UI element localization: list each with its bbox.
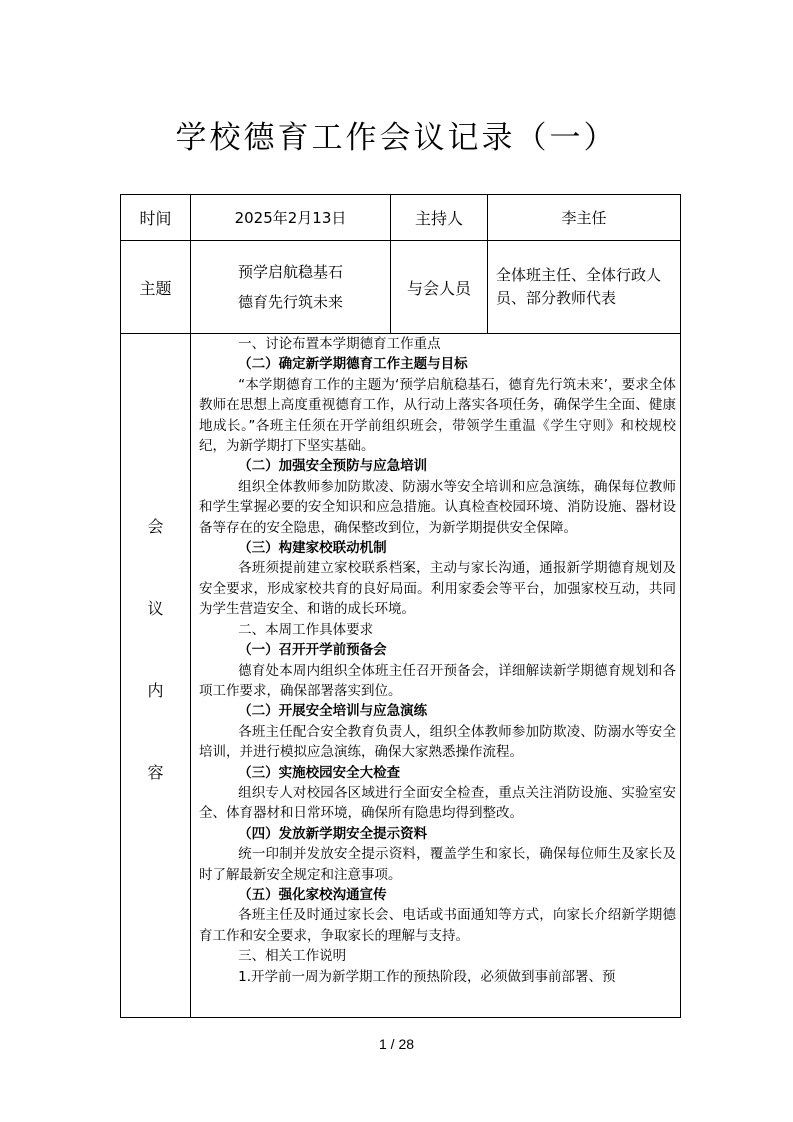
subsection-heading: （二）开展安全培训与应急演练 (238, 703, 428, 720)
content-label (121, 334, 191, 1018)
page-number: 1 / 28 (378, 1036, 415, 1052)
content-label-char: 容 (147, 762, 164, 782)
paragraph: 1.开学前一周为新学期工作的预热阶段，必须做到事前部署、预 (238, 968, 616, 985)
document-title: 学校德育工作会议记录（一） (175, 120, 618, 156)
subsection-heading: （三）构建家校联动机制 (238, 540, 387, 557)
subsection-heading: （一）召开开学前预备会 (238, 642, 387, 659)
meeting-content (191, 334, 681, 1018)
host-label: 主持人 (391, 195, 488, 241)
paragraph: 德育处本周内组织全体班主任召开预备会，详细解读新学期德育规划和各项工作要求，确保部署落实到位。 (199, 662, 676, 699)
theme-line-2: 德育先行筑未来 (237, 293, 343, 311)
paragraph: 统一印制并发放安全提示资料，覆盖学生和家长，确保每位师生及家长及时了解最新安全规定和注意事项。 (199, 846, 676, 883)
subsection-heading: （四）发放新学期安全提示资料 (238, 825, 428, 842)
paragraph: “本学期德育工作的主题为‘预学启航稳基石，德育先行筑未来’，要求全体教师在思想上高度重视德育工作，从行动上落实各项任务，确保学生全面、健康地成长。”各班主任须在开学前组织班会，带领学生重温《学生守则》和校规校纪，为新学期打下坚实基础。 (199, 376, 676, 455)
time-value: 2025年2月13日 (191, 195, 391, 241)
section-heading: 三、相关工作说明 (238, 948, 347, 965)
time-row (121, 195, 681, 241)
content-label-char: 内 (147, 680, 164, 700)
content-label-char: 议 (147, 598, 164, 618)
theme-row (121, 241, 681, 334)
theme-label: 主题 (121, 241, 191, 334)
paragraph: 组织全体教师参加防欺凌、防溺水等安全培训和应急演练，确保每位教师和学生掌握必要的安全知识和应急措施。认真检查校园环境、消防设施、器材设备等存在的安全隐患，确保整改到位，为新学期提供安全保障。 (199, 478, 676, 536)
theme-value (191, 241, 391, 334)
time-label: 时间 (121, 195, 191, 241)
attendees-value: 全体班主任、全体行政人员、部分教师代表 (488, 241, 681, 334)
subsection-heading: （三）实施校园安全大检查 (238, 764, 401, 781)
content-row (121, 334, 681, 1018)
theme-line-1: 预学启航稳基石 (237, 263, 343, 281)
paragraph: 组织专人对校园各区域进行全面安全检查，重点关注消防设施、实验室安全、体育器材和日常环境，确保所有隐患均得到整改。 (199, 784, 676, 822)
attendees-label: 与会人员 (391, 241, 488, 334)
meeting-record-table (120, 194, 681, 1018)
content-label-char: 会 (147, 516, 164, 536)
subsection-heading: （五）强化家校沟通宣传 (238, 886, 387, 903)
subsection-heading: （二）加强安全预防与应急培训 (238, 458, 428, 475)
subsection-heading: （二）确定新学期德育工作主题与目标 (238, 356, 468, 373)
paragraph: 各班主任配合安全教育负责人，组织全体教师参加防欺凌、防溺水等安全培训，并进行模拟应急演练，确保大家熟悉操作流程。 (199, 723, 676, 761)
section-heading: 二、本周工作具体要求 (238, 621, 374, 638)
host-value: 李主任 (488, 195, 681, 241)
paragraph: 各班主任及时通过家长会、电话或书面通知等方式，向家长介绍新学期德育工作和安全要求，争取家长的理解与支持。 (199, 907, 676, 944)
section-heading: 一、讨论布置本学期德育工作重点 (238, 336, 441, 352)
paragraph: 各班须提前建立家校联系档案，主动与家长沟通，通报新学期德育规划及安全要求，形成家校共育的良好局面。利用家委会等平台，加强家校互动，共同为学生营造安全、和谐的成长环境。 (199, 560, 676, 618)
